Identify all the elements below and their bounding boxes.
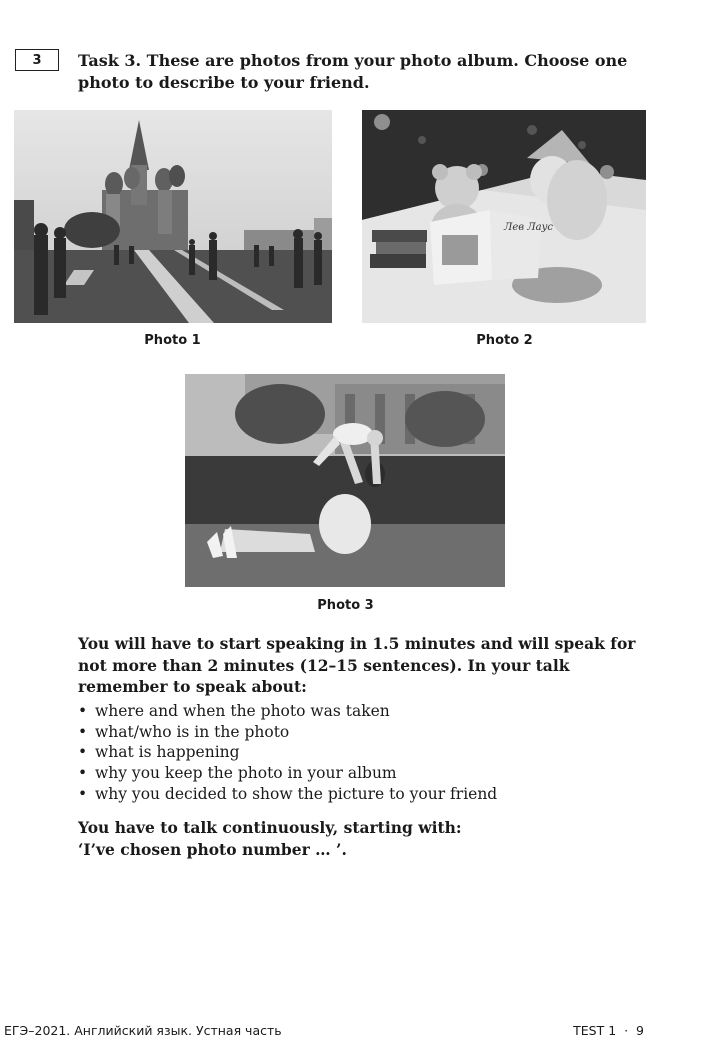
- photo-2-caption: Photo 2: [476, 333, 533, 348]
- footer-exam-title: ЕГЭ–2021. Английский язык. Устная часть: [4, 1023, 282, 1038]
- closing-text: [78, 817, 648, 860]
- photo-3: [185, 374, 505, 587]
- photo-2: [362, 110, 646, 323]
- photo-1-image: [14, 110, 332, 323]
- talk-point-text: where and when the photo was taken: [95, 702, 390, 720]
- bullet-icon: •: [78, 743, 88, 762]
- talk-point-text: why you decided to show the picture to your friend: [95, 784, 498, 803]
- closing-line-1: You have to talk continuously, starting with:: [78, 818, 462, 837]
- task-number: 3: [32, 52, 42, 68]
- instructions: You will have to start speaking in 1.5 minutes and will speak for not more than 2 minutes (12–15 sentences). In your talk remember to speak about:: [78, 634, 636, 696]
- photo-1: [14, 110, 332, 323]
- closing-line-2: ‘I’ve chosen photo number … ’.: [78, 839, 347, 859]
- photo-2-image: [362, 110, 646, 323]
- photo-3-image: [185, 374, 505, 587]
- task-title: Task 3. These are photos from your photo album. Choose one photo to describe to your friend.: [78, 51, 628, 92]
- bullet-icon: •: [78, 722, 88, 741]
- bullet-icon: •: [78, 702, 88, 720]
- talk-point: [78, 701, 497, 722]
- talk-point: [78, 722, 497, 743]
- talk-point-text: what/who is in the photo: [95, 722, 290, 741]
- talk-point-text: why you keep the photo in your album: [95, 764, 397, 783]
- talk-point: [78, 784, 497, 805]
- talk-point: [78, 763, 497, 784]
- footer-page-number: TEST 1 · 9: [573, 1023, 644, 1038]
- task-number-box: [15, 49, 59, 71]
- talk-point: [78, 742, 497, 763]
- talk-points-list: [78, 701, 497, 805]
- book-title: Лев Лаус: [504, 222, 553, 233]
- bullet-icon: •: [78, 784, 88, 803]
- talk-point-text: what is happening: [95, 743, 240, 762]
- photo-3-caption: Photo 3: [317, 598, 374, 613]
- bullet-icon: •: [78, 764, 88, 783]
- photo-1-caption: Photo 1: [144, 333, 201, 348]
